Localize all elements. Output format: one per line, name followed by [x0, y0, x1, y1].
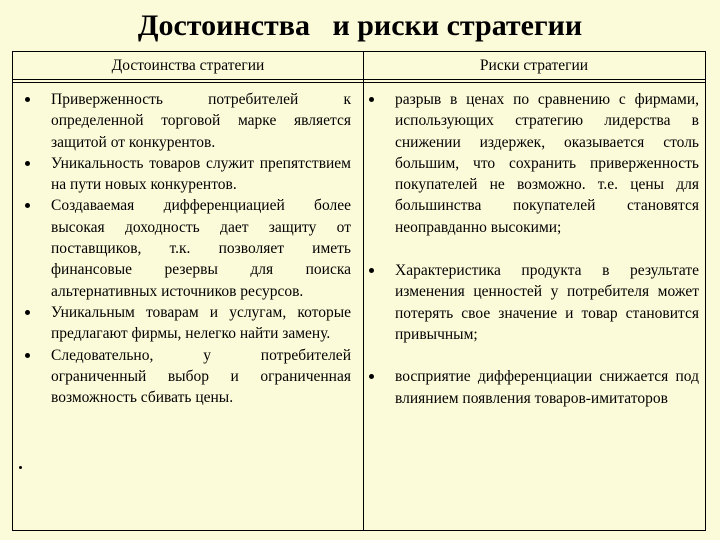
bullet-dot-icon [25, 203, 30, 208]
risks-list [395, 89, 699, 409]
list-item [395, 89, 699, 238]
list-item [395, 366, 699, 409]
bullet-dot-icon [25, 161, 30, 166]
strategy-comparison-table [12, 51, 706, 531]
risks-column-header: Риски стратегии [479, 57, 589, 74]
bullet-dot-icon [25, 310, 30, 315]
risk-text: Характеристика продукта в результате изменения ценностей у потребителя может потерять свое значение и товар становится привычным; [395, 262, 699, 343]
bullet-dot-icon [369, 97, 374, 102]
risk-text: восприятие дифференциации снижается под влиянием появления товаров-имитаторов [395, 368, 699, 407]
advantage-text: Следовательно, у потребителей ограниченный выбор и ограниченная возможность сбивать цены. [51, 346, 351, 407]
header-double-rule [13, 80, 705, 83]
bullet-dot-icon [25, 97, 30, 102]
slide-title: Достоинства и риски стратегии [137, 9, 583, 42]
advantage-text: Уникальность товаров служит препятствием на пути новых конкурентов. [51, 154, 351, 194]
advantage-text: Создаваемая дифференциацией более высокая доходность дает защиту от поставщиков, т.к. позволяет иметь финансовые резервы для поиска альтернативных источников ресурсов. [51, 197, 351, 300]
stray-period-mark [19, 466, 22, 469]
bullet-dot-icon [25, 353, 30, 358]
list-item [51, 153, 351, 196]
advantages-column-header: Достоинства стратегии [111, 57, 265, 74]
bullet-dot-icon [369, 268, 374, 273]
list-item [51, 302, 351, 345]
list-item [51, 195, 351, 301]
advantage-text: Приверженность потребителей к определенной торговой марке является защитой от конкурентов. [51, 91, 351, 151]
list-item [395, 260, 699, 345]
bullet-dot-icon [369, 374, 374, 379]
column-divider [363, 52, 364, 530]
table-header-row [13, 52, 705, 80]
risk-text: разрыв в ценах по сравнению с фирмами, использующих стратегию лидерства в снижении издержек, оказывается столь большим, что сохранить приверженность покупателей не возможно. т.е. цены для большинства покупателей становятся неоправданно высокими; [395, 91, 699, 236]
list-item [51, 89, 351, 153]
list-item [51, 345, 351, 409]
advantage-text: Уникальным товарам и услугам, которые предлагают фирмы, нелегко найти замену. [51, 303, 351, 343]
advantages-list [51, 89, 351, 408]
